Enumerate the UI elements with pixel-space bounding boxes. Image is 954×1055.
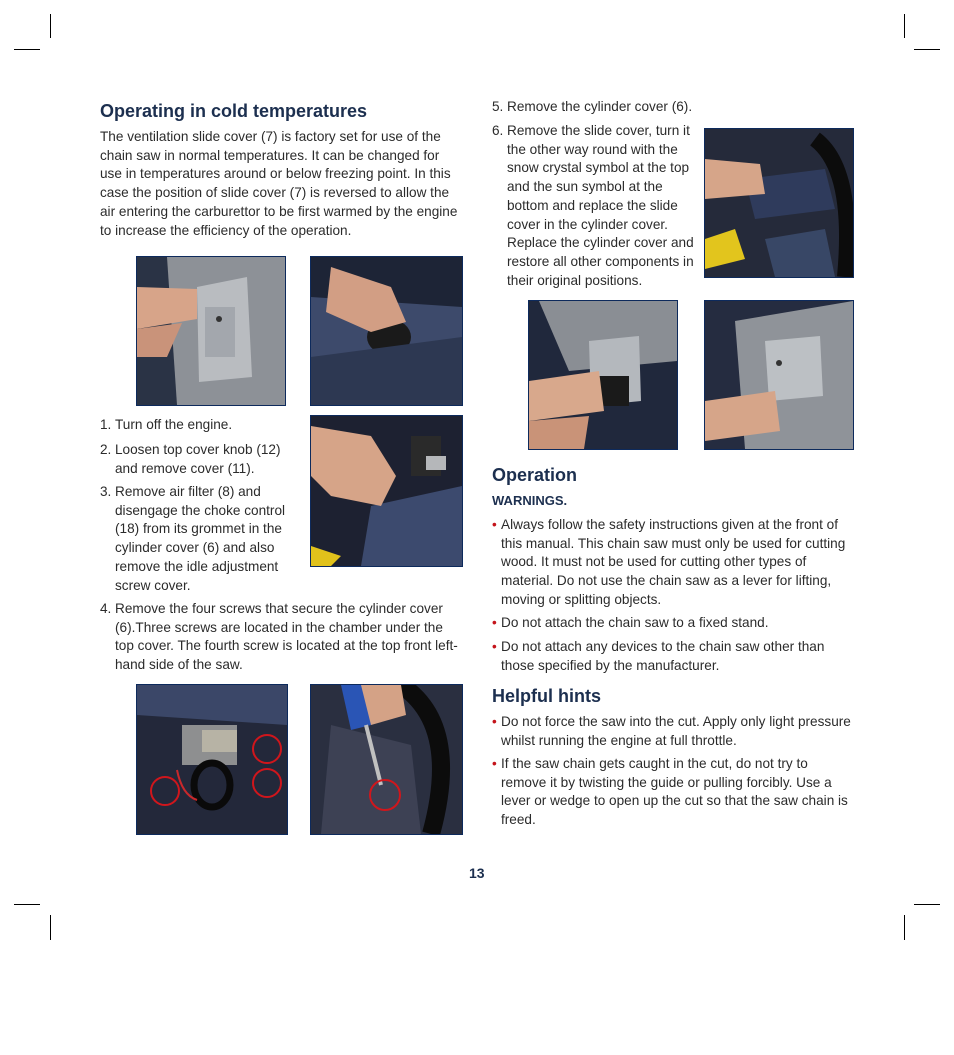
- bullet-icon: •: [492, 639, 497, 654]
- air-filter-photo: [310, 415, 463, 567]
- warning-item: [492, 516, 854, 610]
- hint-text: Do not force the saw into the cut. Apply only light pressure whilst running the engine at full throttle.: [501, 714, 851, 748]
- crop-mark: [914, 49, 940, 50]
- cold-temperatures-heading: Operating in cold temperatures: [100, 101, 368, 121]
- step-text: Turn off the engine.: [115, 417, 233, 432]
- fourth-screw-photo: [310, 684, 463, 835]
- step-6: [492, 122, 696, 290]
- helpful-hints-heading: Helpful hints: [492, 686, 601, 706]
- cold-temperatures-intro: The ventilation slide cover (7) is factory set for use of the chain saw in normal temperatures. It can be changed for use in temperatures around or below freezing point. In this case the position of slide cover (7) is reversed to allow the air entering the carburettor to be first warmed by the engine to increase the efficiency of the operation.: [100, 129, 458, 238]
- step-2: [100, 441, 300, 478]
- step-text: Remove the four screws that secure the cylinder cover (6).Three screws are located in the chamber under the top cover. The fourth screw is located at the top front left-hand side of the saw.: [115, 601, 458, 673]
- warning-text: Always follow the safety instructions given at the front of this manual. This chain saw must only be used for cutting wood. It must not be used for cutting other types of material. Do not use the chain saw as a lever for lifting, moving or splitting objects.: [501, 517, 846, 607]
- remove-slide-cover-photo: [704, 128, 854, 278]
- crop-mark: [914, 904, 940, 905]
- crop-mark: [904, 14, 905, 38]
- step-1: [100, 416, 300, 435]
- step-number: 1.: [100, 417, 112, 432]
- screws-chamber-photo: [136, 684, 288, 835]
- hint-item: [492, 755, 856, 830]
- step-3: [100, 483, 300, 595]
- bullet-icon: •: [492, 615, 497, 630]
- step-number: 4.: [100, 601, 112, 616]
- step-4: [100, 600, 462, 675]
- step-text: Remove air filter (8) and disengage the choke control (18) from its grommet in the cylinder cover (6) and also remove the idle adjustment screw cover.: [115, 484, 286, 593]
- operation-heading: Operation: [492, 465, 578, 485]
- crop-mark: [904, 915, 905, 940]
- step-number: 5.: [492, 99, 504, 114]
- step-number: 6.: [492, 123, 504, 138]
- hint-text: If the saw chain gets caught in the cut, do not try to remove it by twisting the guide or pulling forcibly. Use a lever or wedge to open up the cut so that the saw chain is freed.: [501, 756, 848, 828]
- replaced-slide-cover-photo: [704, 300, 854, 450]
- bullet-icon: •: [492, 756, 497, 771]
- warning-item: [492, 638, 854, 675]
- bullet-icon: •: [492, 714, 497, 729]
- warning-item: [492, 614, 854, 633]
- step-5: [492, 98, 852, 117]
- crop-mark: [50, 14, 51, 38]
- page-number: 13: [469, 865, 485, 881]
- crop-mark: [14, 49, 40, 50]
- warning-text: Do not attach the chain saw to a fixed stand.: [501, 615, 769, 630]
- crop-mark: [14, 904, 40, 905]
- step-text: Remove the cylinder cover (6).: [507, 99, 693, 114]
- step-number: 2.: [100, 442, 112, 457]
- crop-mark: [50, 915, 51, 940]
- step-number: 3.: [100, 484, 112, 499]
- step-text: Remove the slide cover, turn it the other way round with the snow crystal symbol at the top and the sun symbol at the bottom and replace the slide cover in the cylinder cover. Replace the cylinder cover and restore all other components in their original positions.: [507, 123, 694, 288]
- bullet-icon: •: [492, 517, 497, 532]
- hint-item: [492, 713, 856, 750]
- warnings-label: WARNINGS.: [492, 493, 568, 508]
- reversed-slide-cover-photo: [528, 300, 678, 450]
- top-cover-knob-photo: [310, 256, 463, 406]
- warning-text: Do not attach any devices to the chain saw other than those specified by the manufacturer.: [501, 639, 825, 673]
- step-text: Loosen top cover knob (12) and remove cover (11).: [115, 442, 281, 476]
- slide-cover-photo: [136, 256, 286, 406]
